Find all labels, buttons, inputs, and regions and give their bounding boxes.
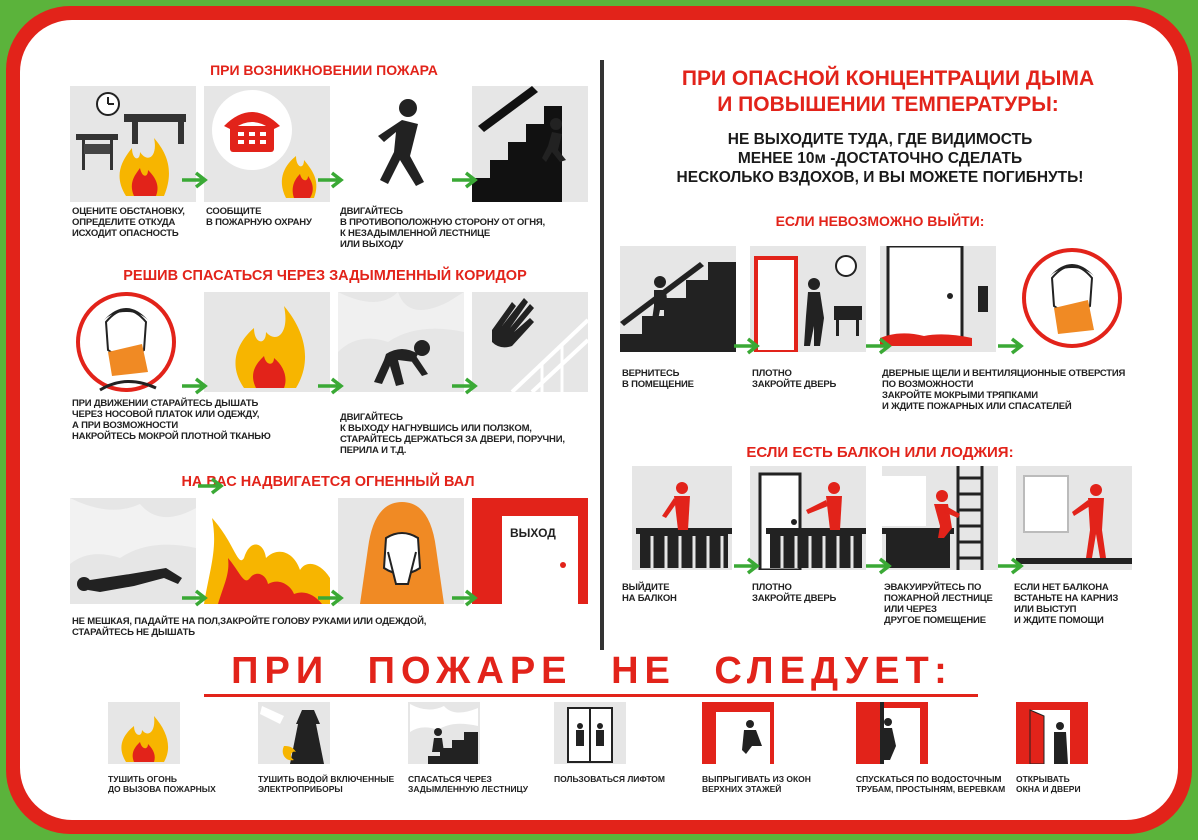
left-s1-caption-2: СООБЩИТЕ В ПОЖАРНУЮ ОХРАНУ [206, 206, 312, 228]
left-section2-title: РЕШИВ СПАСАТЬСЯ ЧЕРЕЗ ЗАДЫМЛЕННЫЙ КОРИДОР [123, 268, 527, 284]
arrow-right-icon [316, 588, 346, 608]
dont-label-5: ВЫПРЫГИВАТЬ ИЗ ОКОН ВЕРХНИХ ЭТАЖЕЙ [702, 774, 811, 794]
exit-door-tile [472, 498, 588, 604]
fire-icon [108, 702, 180, 764]
running-person-tile [338, 86, 464, 202]
arrow-right-icon [450, 588, 480, 608]
arrow-right-icon [996, 556, 1026, 576]
right-s1-caption-3: ДВЕРНЫЕ ЩЕЛИ И ВЕНТИЛЯЦИОННЫЕ ОТВЕРСТИЯ ПО ВОЗМОЖНОСТИ ЗАКРОЙТЕ МОКРЫМИ ТРЯПКАМИ И ЖДИТЕ ПОЖАРНЫХ ИЛИ СПАСАТЕЛЕЙ [882, 368, 1126, 412]
left-s3-caption-1: НЕ МЕШКАЯ, ПАДАЙТЕ НА ПОЛ,ЗАКРОЙТЕ ГОЛОВУ РУКАМИ ИЛИ ОДЕЖДОЙ, СТАРАЙТЕСЬ НЕ ДЫШАТЬ [72, 616, 427, 638]
right-s1-caption-2: ПЛОТНО ЗАКРОЙТЕ ДВЕРЬ [752, 368, 837, 390]
right-warning: НЕ ВЫХОДИТЕ ТУДА, ГДЕ ВИДИМОСТЬ МЕНЕЕ 10м -ДОСТАТОЧНО СДЕЛАТЬ НЕСКОЛЬКО ВЗДОХОВ, И ВЫ МОЖЕТЕ ПОГИБНУТЬ! [676, 131, 1084, 186]
exit-sign: ВЫХОД [510, 526, 556, 540]
right-section1-title: ЕСЛИ НЕВОЗМОЖНО ВЫЙТИ: [775, 213, 985, 229]
water-appliance-icon [258, 702, 330, 764]
arrow-right-icon [180, 376, 210, 396]
door-handle [560, 562, 566, 568]
left-s2-caption-1: ПРИ ДВИЖЕНИИ СТАРАЙТЕСЬ ДЫШАТЬ ЧЕРЕЗ НОСОВОЙ ПЛАТОК ИЛИ ОДЕЖДУ, А ПРИ ВОЗМОЖНОСТИ НАКРОЙТЕСЬ МОКРОЙ ПЛОТНОЙ ТКАНЬЮ [72, 398, 271, 442]
ledge-wait-tile [1016, 466, 1132, 570]
breathe-cloth-tile [70, 292, 196, 392]
crouching-person-tile [338, 292, 464, 392]
window-jump-icon [702, 702, 774, 764]
right-section2-title: ЕСЛИ ЕСТЬ БАЛКОН ИЛИ ЛОДЖИЯ: [746, 444, 1014, 461]
arrow-right-icon [180, 588, 210, 608]
dont-label-4: ПОЛЬЗОВАТЬСЯ ЛИФТОМ [554, 774, 666, 784]
arrow-right-icon [316, 170, 346, 190]
arrow-right-icon [196, 476, 226, 496]
lying-person-tile [70, 498, 196, 604]
arrow-right-icon [450, 170, 480, 190]
bottom-title-underline [204, 694, 978, 697]
wait-rescue-tile [1016, 246, 1132, 352]
arrow-right-icon [864, 556, 894, 576]
poster-frame [6, 6, 1192, 834]
arrow-right-icon [864, 336, 894, 356]
seal-door-tile [880, 246, 996, 352]
column-divider [600, 60, 604, 650]
arrow-right-icon [732, 556, 762, 576]
arrow-right-icon [450, 376, 480, 396]
poster-content [20, 20, 1178, 820]
right-s2-caption-4: ЕСЛИ НЕТ БАЛКОНА ВСТАНЬТЕ НА КАРНИЗ ИЛИ ВЫСТУП И ЖДИТЕ ПОМОЩИ [1014, 582, 1119, 626]
open-door-icon [1016, 702, 1088, 764]
dont-label-2: ТУШИТЬ ВОДОЙ ВКЛЮЧЕННЫЕ ЭЛЕКТРОПРИБОРЫ [258, 774, 395, 794]
fire-ladder-tile [882, 466, 998, 570]
arrow-right-icon [996, 336, 1026, 356]
right-s2-caption-2: ПЛОТНО ЗАКРОЙТЕ ДВЕРЬ [752, 582, 837, 604]
dont-label-1: ТУШИТЬ ОГОНЬ ДО ВЫЗОВА ПОЖАРНЫХ [108, 774, 216, 794]
step-balcony-tile [620, 466, 732, 570]
right-title: ПРИ ОПАСНОЙ КОНЦЕНТРАЦИИ ДЫМА И ПОВЫШЕНИИ ТЕМПЕРАТУРЫ: [681, 67, 1095, 116]
balcony-close-door-tile [750, 466, 866, 570]
left-s1-caption-3: ДВИГАЙТЕСЬ В ПРОТИВОПОЛОЖНУЮ СТОРОНУ ОТ ОГНЯ, К НЕЗАДЫМЛЕННОЙ ЛЕСТНИЦЕ ИЛИ ВЫХОДУ [340, 206, 546, 250]
fire-corridor-tile [204, 292, 330, 392]
arrow-right-icon [180, 170, 210, 190]
exit-door [502, 516, 578, 604]
stairs-exit-tile [472, 86, 588, 202]
left-s2-caption-2: ДВИГАЙТЕСЬ К ВЫХОДУ НАГНУВШИСЬ ИЛИ ПОЛЗКОМ, СТАРАЙТЕСЬ ДЕРЖАТЬСЯ ЗА ДВЕРИ, ПОРУЧНИ, ПЕРИЛА И Т.Д. [340, 412, 565, 456]
fire-wave-tile [204, 498, 330, 604]
arrow-right-icon [316, 376, 346, 396]
phone-fire-tile [204, 86, 330, 202]
smoky-stairs-icon [408, 702, 480, 764]
bottom-title: ПРИ ПОЖАРЕ НЕ СЛЕДУЕТ: [231, 650, 953, 692]
return-stairs-tile [620, 246, 736, 352]
left-section1-title: ПРИ ВОЗНИКНОВЕНИИ ПОЖАРА [210, 62, 438, 78]
left-s1-caption-1: ОЦЕНИТЕ ОБСТАНОВКУ, ОПРЕДЕЛИТЕ ОТКУДА ИСХОДИТ ОПАСНОСТЬ [72, 206, 185, 239]
dont-label-7: ОТКРЫВАТЬ ОКНА И ДВЕРИ [1016, 774, 1081, 794]
left-section3-title: НА ВАС НАДВИГАЕТСЯ ОГНЕННЫЙ ВАЛ [181, 474, 475, 490]
dont-label-3: СПАСАТЬСЯ ЧЕРЕЗ ЗАДЫМЛЕННУЮ ЛЕСТНИЦУ [408, 774, 529, 794]
covered-head-tile [338, 498, 464, 604]
office-fire-tile [70, 86, 196, 202]
hand-rail-tile [472, 292, 588, 392]
right-s2-caption-3: ЭВАКУИРУЙТЕСЬ ПО ПОЖАРНОЙ ЛЕСТНИЦЕ ИЛИ ЧЕРЕЗ ДРУГОЕ ПОМЕЩЕНИЕ [884, 582, 993, 626]
right-s1-caption-1: ВЕРНИТЕСЬ В ПОМЕЩЕНИЕ [622, 368, 694, 390]
close-door-tile [750, 246, 866, 352]
right-s2-caption-1: ВЫЙДИТЕ НА БАЛКОН [622, 582, 677, 604]
dont-label-6: СПУСКАТЬСЯ ПО ВОДОСТОЧНЫМ ТРУБАМ, ПРОСТЫНЯМ, ВЕРЕВКАМ [856, 774, 1006, 794]
elevator-icon [554, 702, 626, 764]
arrow-right-icon [732, 336, 762, 356]
drainpipe-icon [856, 702, 928, 764]
